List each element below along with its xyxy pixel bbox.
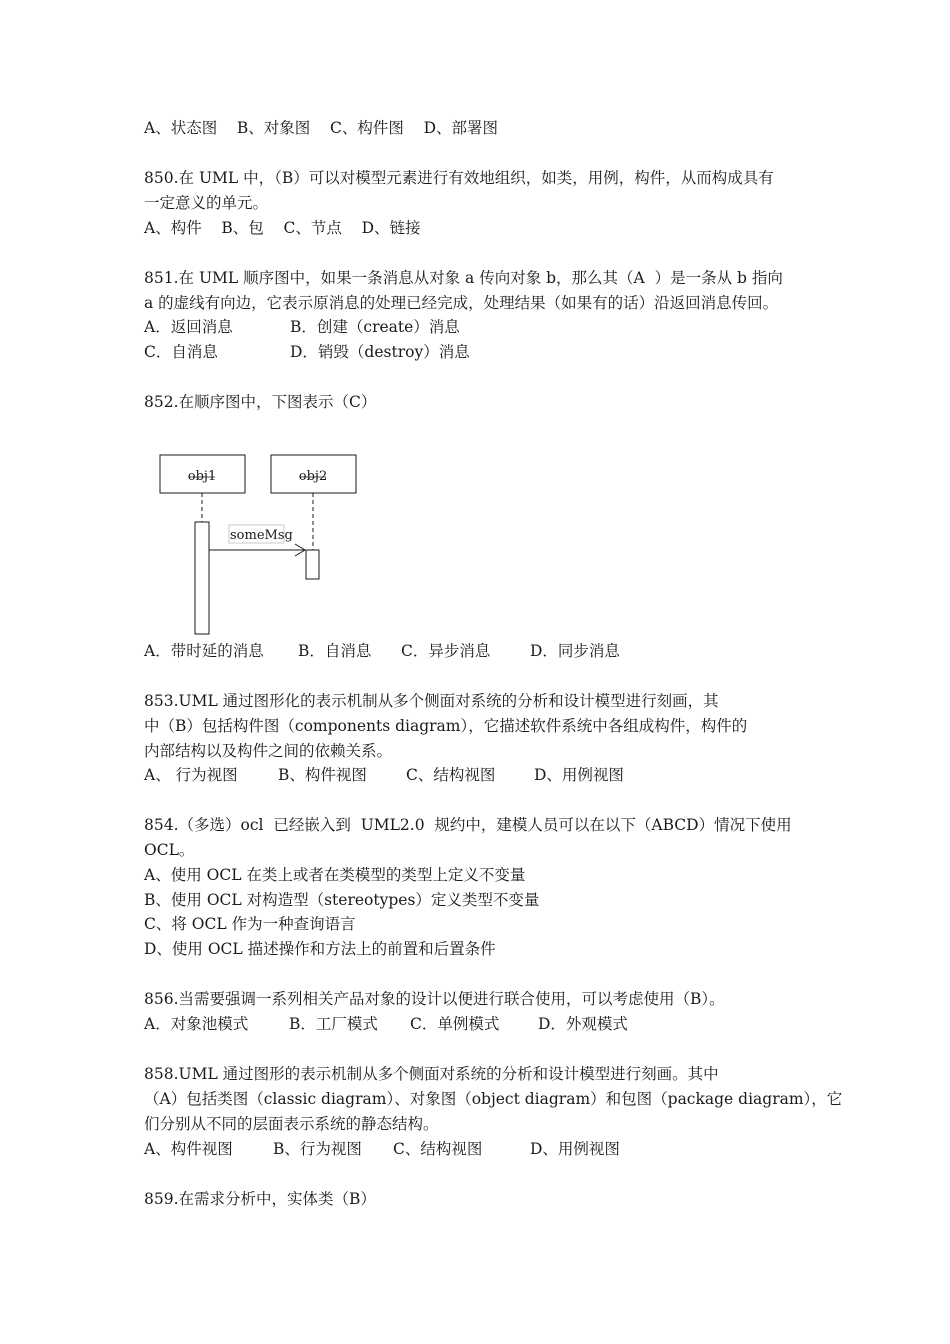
sequence-diagram <box>150 445 370 645</box>
q859-stem: 859.在需求分析中，实体类（B） <box>144 1190 376 1208</box>
q851-stem-line2: a 的虚线有向边，它表示原消息的处理已经完成，处理结果（如果有的话）沿返回消息传回。 <box>144 294 779 312</box>
q854-stem-line2: OCL。 <box>144 841 195 859</box>
q854-stem-line1: 854.（多选）ocl 已经嵌入到 UML2.0 规约中，建模人员可以在以下（ABCD）情况下使用 <box>144 816 792 834</box>
q851-option-c: C．自消息 <box>144 343 218 361</box>
q851-option-a: A．返回消息 <box>144 318 233 336</box>
q852-option-d: D．同步消息 <box>530 642 620 660</box>
q850-stem-line2: 一定意义的单元。 <box>144 194 269 212</box>
q856-option-d: D．外观模式 <box>538 1015 628 1033</box>
q851-stem-line1: 851.在 UML 顺序图中，如果一条消息从对象 a 传向对象 b，那么其（A ）是一条从 b 指向 <box>144 269 783 287</box>
q853-stem-line2: 中（B）包括构件图（components diagram），它描述软件系统中各组成构件，构件的 <box>144 717 748 735</box>
q850-stem-line1: 850.在 UML 中，（B）可以对模型元素进行有效地组织，如类，用例，构件，从而构成具有 <box>144 169 774 187</box>
q853-stem-line3: 内部结构以及构件之间的依赖关系。 <box>144 742 393 760</box>
q856-option-b: B．工厂模式 <box>289 1015 378 1033</box>
q852-option-c: C．异步消息 <box>401 642 491 660</box>
q850-options: A、构件 B、包 C、节点 D、链接 <box>144 219 421 237</box>
q853-option-d: D、用例视图 <box>534 766 624 784</box>
message-label: someMsg <box>230 528 293 543</box>
q858-option-d: D、用例视图 <box>530 1140 620 1158</box>
obj1-label: obj1 <box>187 469 217 484</box>
q854-option-d: D、使用 OCL 描述操作和方法上的前置和后置条件 <box>144 940 496 958</box>
q852-stem: 852.在顺序图中，下图表示（C） <box>144 393 377 411</box>
q858-stem-line2: （A）包括类图（classic diagram）、对象图（object diagram）和包图（package diagram），它 <box>144 1090 843 1108</box>
q856-option-c: C．单例模式 <box>410 1015 500 1033</box>
q854-option-b: B、使用 OCL 对构造型（stereotypes）定义类型不变量 <box>144 891 540 909</box>
q851-option-d: D．销毁（destroy）消息 <box>290 343 470 361</box>
obj1-activation <box>195 522 209 634</box>
q854-option-c: C、将 OCL 作为一种查询语言 <box>144 915 356 933</box>
q853-option-a: A、 行为视图 <box>144 766 238 784</box>
q856-option-a: A．对象池模式 <box>144 1015 249 1033</box>
q852-option-b: B．自消息 <box>298 642 372 660</box>
q858-option-a: A、构件视图 <box>144 1140 233 1158</box>
q851-option-b: B．创建（create）消息 <box>290 318 460 336</box>
q856-stem: 856.当需要强调一系列相关产品对象的设计以便进行联合使用，可以考虑使用（B）。 <box>144 990 725 1008</box>
q853-option-c: C、结构视图 <box>406 766 496 784</box>
obj2-activation <box>306 550 319 579</box>
q853-stem-line1: 853.UML 通过图形化的表示机制从多个侧面对系统的分析和设计模型进行刻画，其 <box>144 692 719 710</box>
q853-option-b: B、构件视图 <box>278 766 367 784</box>
q858-stem-line3: 们分别从不同的层面表示系统的静态结构。 <box>144 1115 439 1133</box>
q858-option-b: B、行为视图 <box>273 1140 362 1158</box>
q849-options: A、状态图 B、对象图 C、构件图 D、部署图 <box>144 119 498 137</box>
q852-option-a: A．带时延的消息 <box>144 642 264 660</box>
q858-stem-line1: 858.UML 通过图形的表示机制从多个侧面对系统的分析和设计模型进行刻画。其中 <box>144 1065 719 1083</box>
q854-option-a: A、使用 OCL 在类上或者在类模型的类型上定义不变量 <box>144 866 526 884</box>
q858-option-c: C、结构视图 <box>393 1140 483 1158</box>
obj2-label: obj2 <box>298 469 328 484</box>
